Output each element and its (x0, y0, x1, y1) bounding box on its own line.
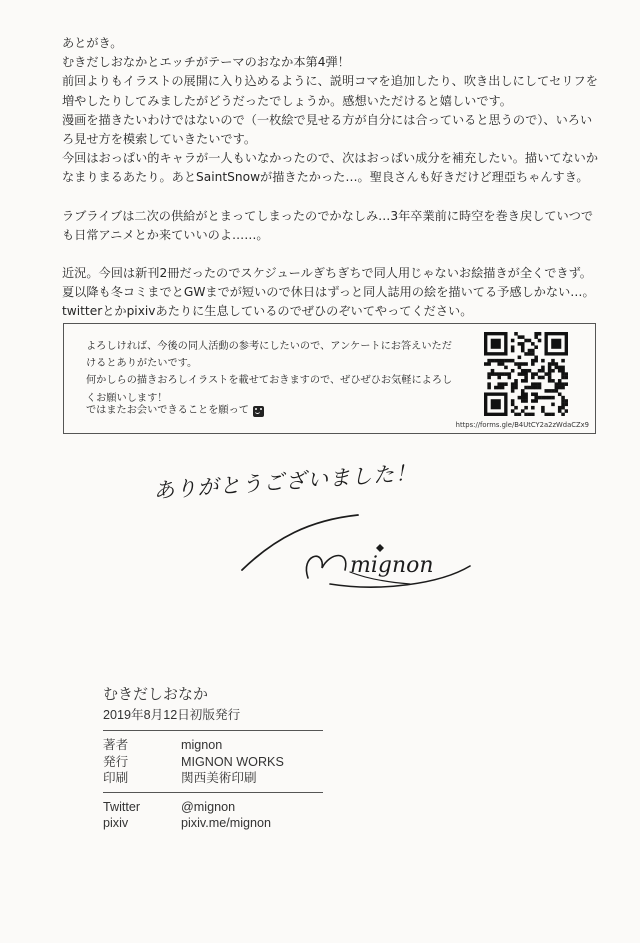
afterword-paragraph-2: ラブライブは二次の供給がとまってしまったのでかなしみ…3年卒業前に時空を巻き戻していつでも日常アニメとか来ていいのよ……。 (62, 208, 594, 242)
signature-text: mignon (350, 553, 434, 578)
credit-label: 発行 (103, 754, 129, 769)
qr-code-icon[interactable] (484, 332, 568, 416)
colophon (103, 685, 323, 832)
handwritten-thanks: ありがとうございました！ (152, 460, 418, 503)
social-label: Twitter (103, 799, 141, 814)
survey-closing (86, 404, 264, 418)
survey-box (63, 323, 596, 434)
handwritten-message (150, 460, 490, 610)
credit-label: 著者 (103, 738, 129, 752)
credit-row (103, 754, 323, 771)
social-row (103, 815, 323, 832)
credit-label: 印刷 (103, 771, 129, 785)
credit-value: 関西美術印刷 (181, 771, 257, 785)
afterword-paragraph-1: あとがき。 むきだしおなかとエッチがテーマのおなか本第4弾！ 前回よりもイラストの展開に入り込めるように、説明コマを追加したり、吹き出しにしてセリフを増やしたりしてみましたがどうだったでしょうか。感想いただけると嬉しいです。 漫画を描きたいわけではないので（一枚絵で見せる方が自分には合っていると思うので）、いろいろ見せ方を模索していきたいです。 今回はおっぱい的キャラが一人もいなかったので、次はおっぱい成分を補充したい。描いてないかなまりまるあたり。あとSaintSnowが描きたかった…。聖良さんも好きだけど理亞ちゃんすき。 (62, 36, 599, 185)
publication-date: 2019年8月12日初版発行 (103, 708, 241, 722)
credit-value: mignon (181, 738, 223, 752)
survey-text: よろしければ、今後の同人活動の参考にしたいので、アンケートにお答えいただけるとありがたいです。 何かしらの描きおろしイラストを載せておきますので、ぜひぜひお気軽によろしくお願いします！ (86, 341, 453, 404)
afterword-paragraph-3: 近況。今回は新刊2冊だったのでスケジュールぎちぎちで同人用じゃないお絵描きが全くできず。夏以降も冬コミまでとGWまでが短いので休日はずっと同人誌用の絵を描いてる予感しかない…。twitterとかpixivあたりに生息しているのでぜひのぞいてやってください。 (62, 266, 595, 319)
credit-row (103, 737, 323, 754)
divider (103, 730, 323, 731)
social-label: pixiv (103, 816, 129, 830)
survey-url[interactable]: https://forms.gle/B4UtCY2a2zWdaCZx9 (455, 421, 589, 429)
social-handle[interactable]: pixiv.me/mignon (181, 816, 272, 830)
survey-closing-text: ではまたお会いできることを願って (86, 405, 249, 416)
credit-row (103, 770, 323, 787)
signature-diamond-icon (376, 544, 384, 552)
social-row (103, 799, 323, 816)
divider (103, 792, 323, 793)
credit-value: MIGNON WORKS (181, 754, 284, 769)
smiley-icon (253, 406, 264, 417)
afterword-text (62, 34, 602, 322)
social-handle[interactable]: @mignon (181, 799, 236, 814)
book-title: むきだしおなか (103, 686, 209, 703)
